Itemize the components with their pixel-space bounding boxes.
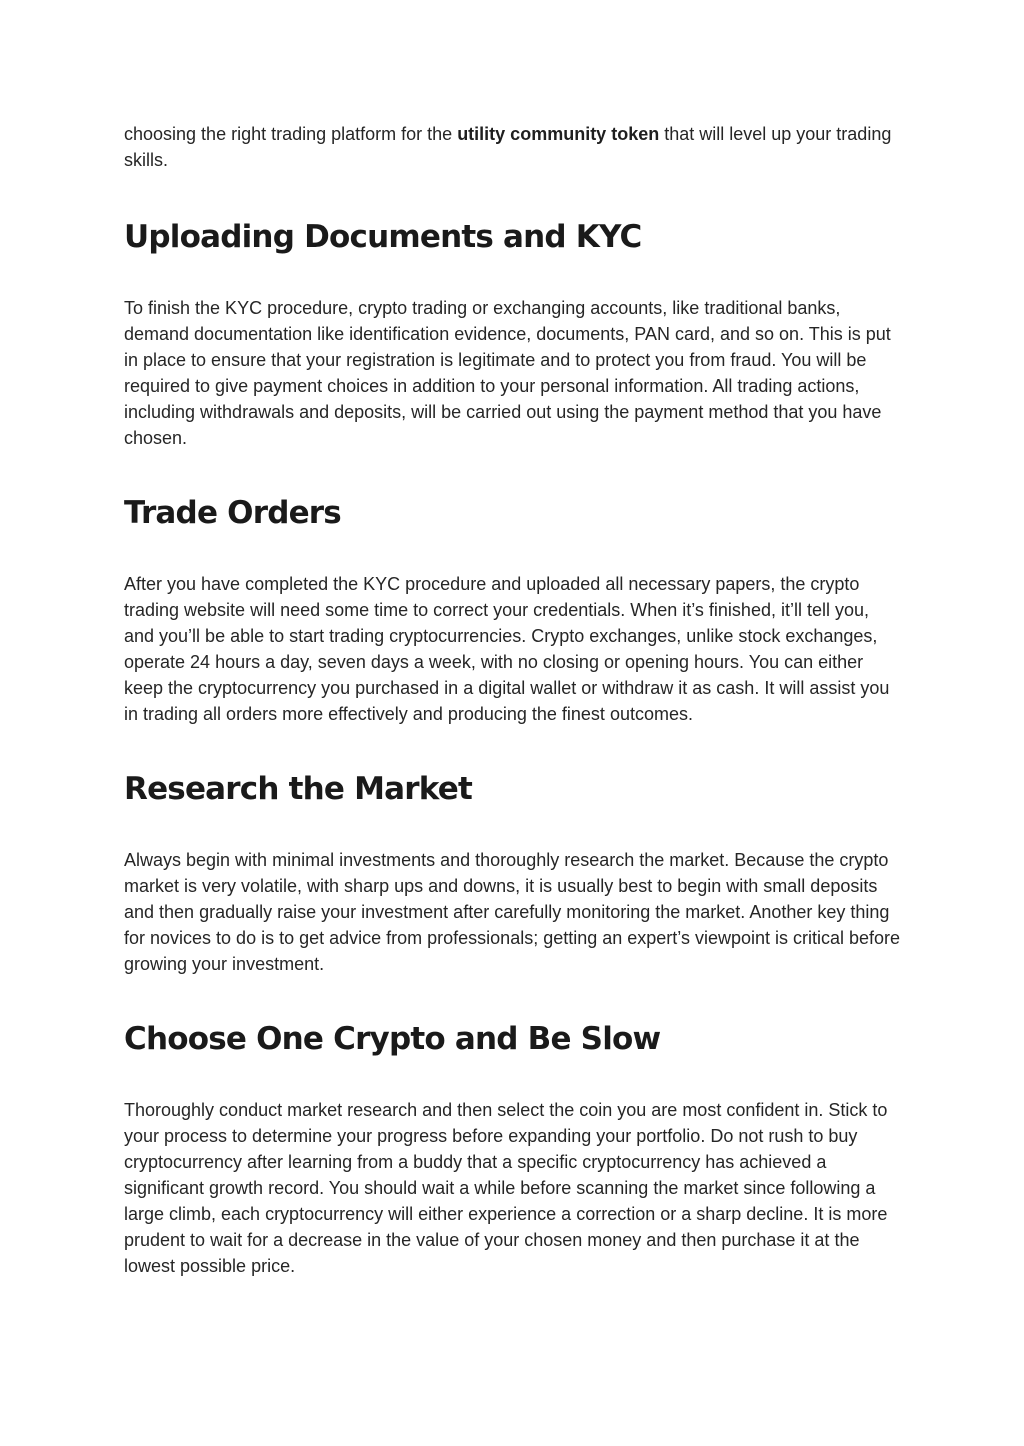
intro-text-start: choosing the right trading platform for the: [124, 124, 458, 144]
section-heading: Choose One Crypto and Be Slow: [124, 1021, 661, 1057]
section-trade-orders: [124, 491, 904, 727]
section-body: Thoroughly conduct market research and then select the coin you are most confident in. Stick to your process to determine your progress before expanding your portfolio. Do not rush to buy cryptocurrency after learning from a buddy that a specific cryptocurrency has achieved a significant growth record. You should wait a while before scanning the market since following a large climb, each cryptocurrency will either experience a correction or a sharp decline. It is more prudent to wait for a decrease in the value of your chosen money and then purchase it at the lowest possible price.: [124, 1100, 888, 1276]
section-body: After you have completed the KYC procedure and uploaded all necessary papers, the crypto trading website will need some time to correct your credentials. When it’s finished, it’ll tell you, and you’ll be able to start trading cryptocurrencies. Crypto exchanges, unlike stock exchanges, operate 24 hours a day, seven days a week, with no closing or opening hours. You can either keep the cryptocurrency you purchased in a digital wallet or withdraw it as cash. It will assist you in trading all orders more effectively and producing the finest outcomes.: [124, 574, 890, 724]
section-heading: Trade Orders: [124, 495, 341, 531]
document-page: [124, 121, 904, 1319]
section-body: To finish the KYC procedure, crypto trading or exchanging accounts, like traditional banks, demand documentation like identification evidence, documents, PAN card, and so on. This is put in place to ensure that your registration is legitimate and to protect you from fraud. You will be required to give payment choices in addition to your personal information. All trading actions, including withdrawals and deposits, will be carried out using the payment method that you have chosen.: [124, 298, 891, 448]
section-research-market: [124, 767, 904, 977]
section-heading: Research the Market: [124, 771, 473, 807]
section-body: Always begin with minimal investments and thoroughly research the market. Because the crypto market is very volatile, with sharp ups and downs, it is usually best to begin with small deposits and then gradually raise your investment after carefully monitoring the market. Another key thing for novices to do is to get advice from professionals; getting an expert’s viewpoint is critical before growing your investment.: [124, 850, 901, 974]
section-heading: Uploading Documents and KYC: [124, 219, 642, 255]
utility-community-token-emphasis: utility community token: [457, 124, 660, 144]
section-uploading-documents: [124, 215, 904, 451]
intro-paragraph: [124, 121, 904, 173]
section-choose-one-crypto: [124, 1017, 904, 1279]
intro-text-end: that will level up your trading skills.: [124, 124, 892, 170]
